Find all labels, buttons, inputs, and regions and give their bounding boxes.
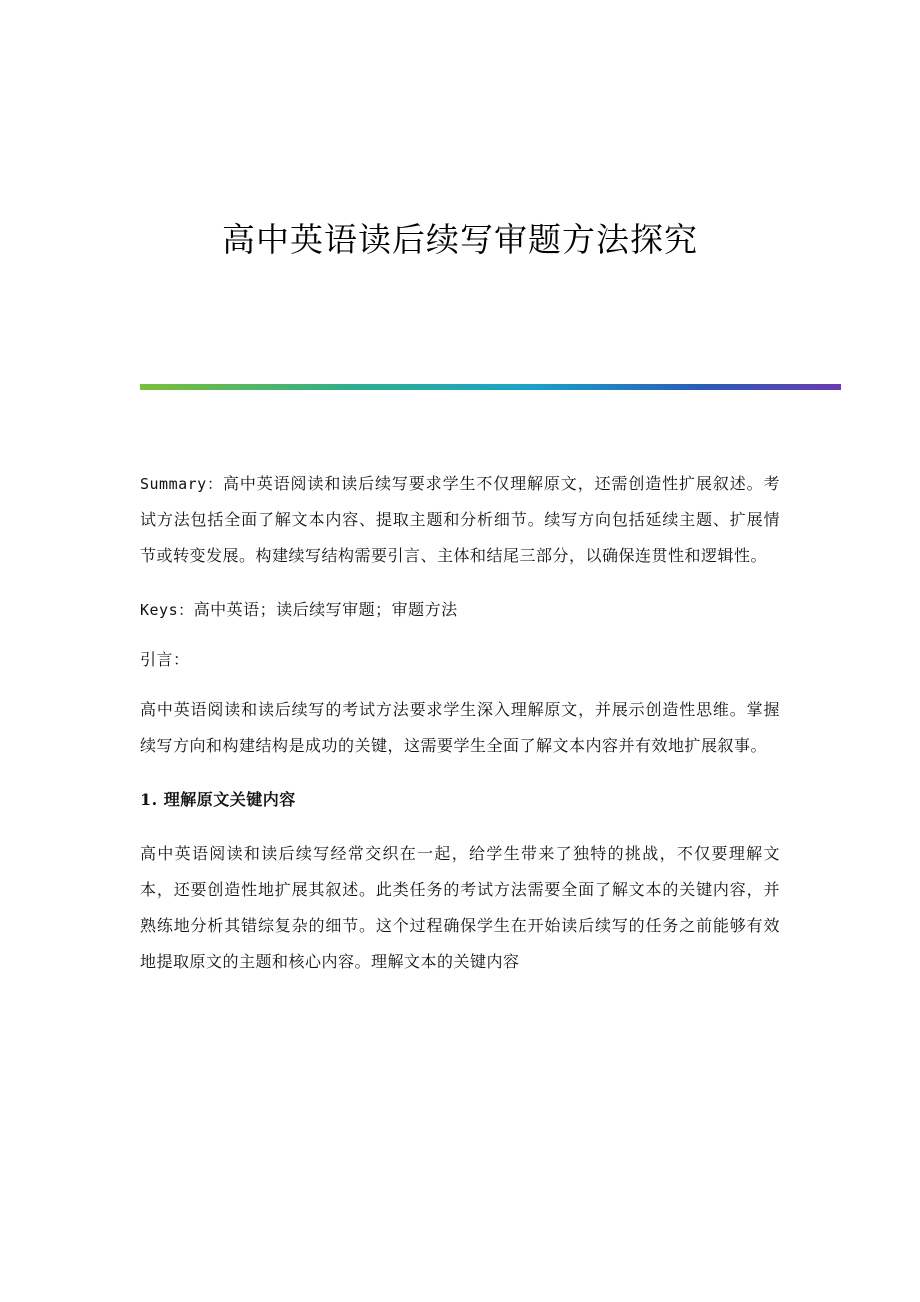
document-body	[140, 466, 780, 998]
document-title: 高中英语读后续写审题方法探究	[222, 220, 698, 259]
intro-heading: 引言：	[140, 650, 190, 669]
keys-paragraph	[140, 592, 780, 628]
section-1-heading: 1. 理解原文关键内容	[140, 790, 296, 809]
summary-paragraph	[140, 466, 780, 574]
keys-text: 高中英语；读后续写审题；审题方法	[193, 600, 458, 619]
intro-paragraph: 高中英语阅读和读后续写的考试方法要求学生深入理解原文，并展示创造性思维。掌握续写方向和构建结构是成功的关键，这需要学生全面了解文本内容并有效地扩展叙事。	[140, 700, 780, 755]
section-1-paragraph: 高中英语阅读和读后续写经常交织在一起，给学生带来了独特的挑战，不仅要理解文本，还要创造性地扩展其叙述。此类任务的考试方法需要全面了解文本的关键内容，并熟练地分析其错综复杂的细节。这个过程确保学生在开始读后续写的任务之前能够有效地提取原文的主题和核心内容。理解文本的关键内容	[140, 844, 780, 971]
gradient-divider	[140, 384, 841, 390]
summary-text: 高中英语阅读和读后续写要求学生不仅理解原文，还需创造性扩展叙述。考试方法包括全面了解文本内容、提取主题和分析细节。续写方向包括延续主题、扩展情节或转变发展。构建续写结构需要引言、主体和结尾三部分，以确保连贯性和逻辑性。	[140, 474, 780, 565]
keys-label: Keys：	[140, 601, 194, 619]
summary-label: Summary：	[140, 475, 223, 493]
